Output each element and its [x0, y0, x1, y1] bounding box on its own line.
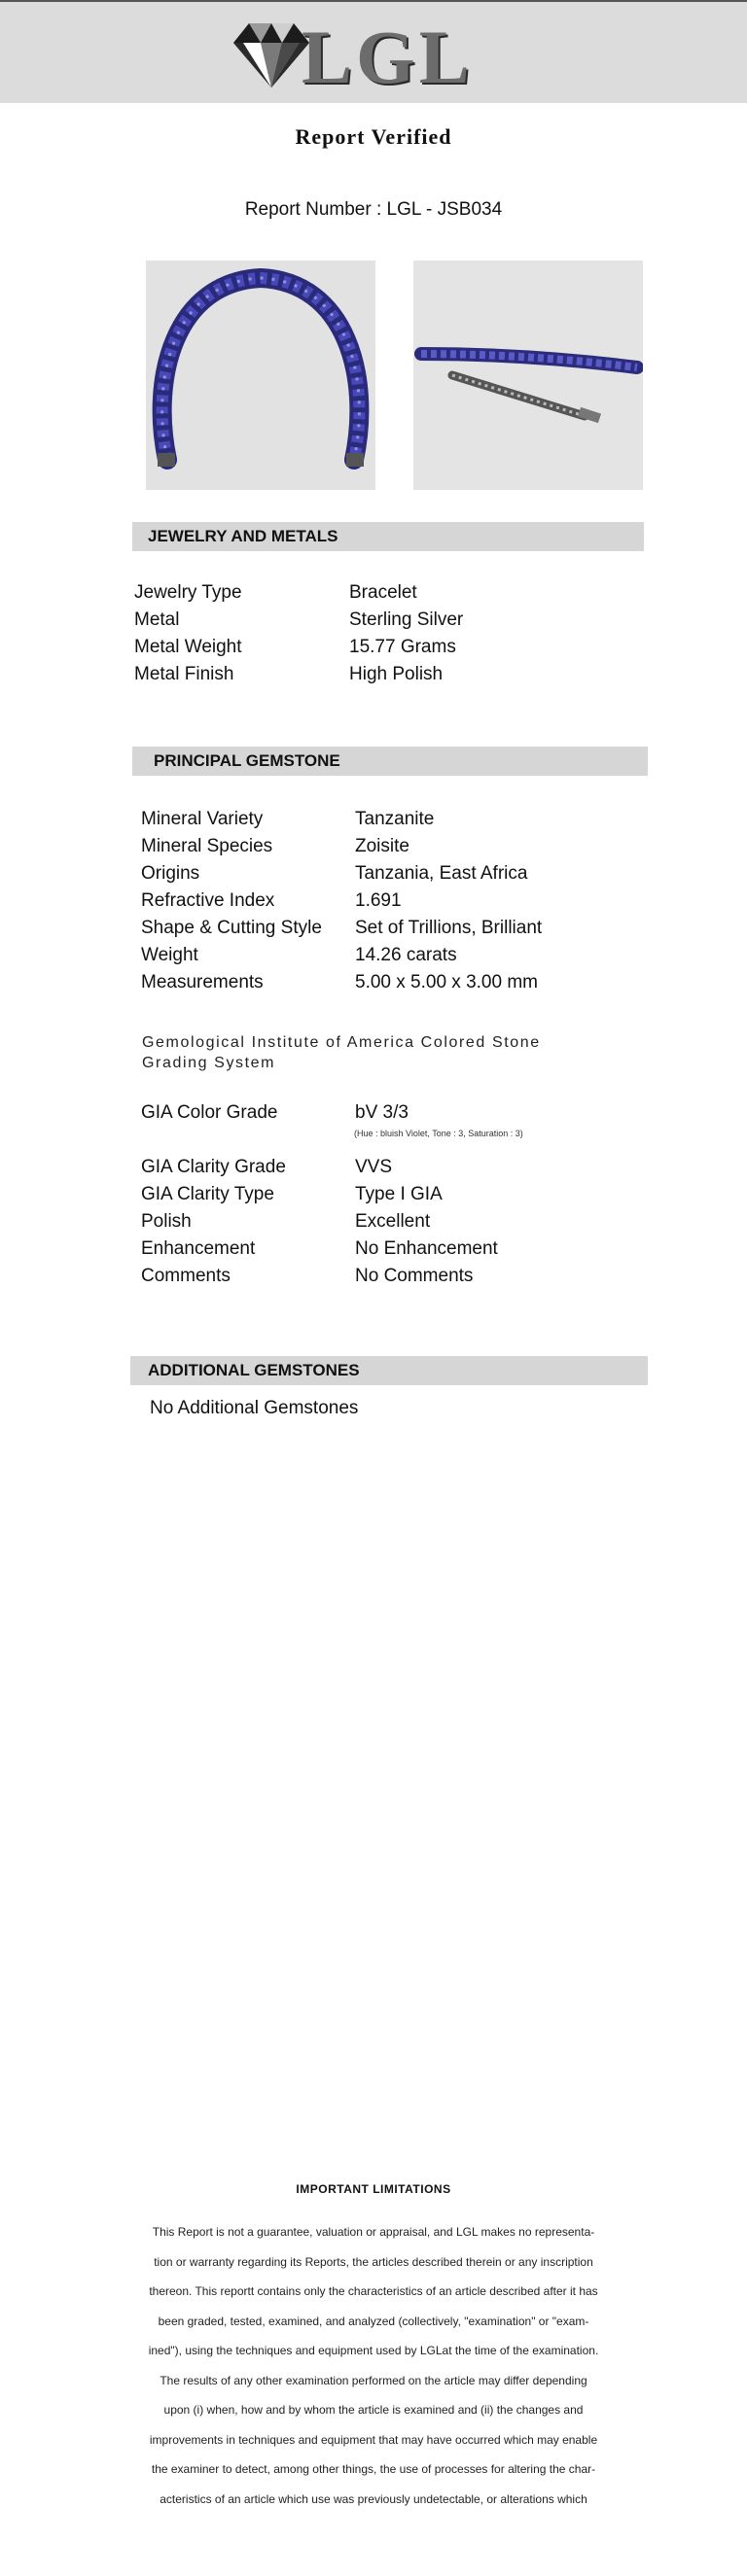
measurements-row	[141, 969, 627, 996]
shape-cutting-row	[141, 915, 627, 942]
limitation-line: thereon. This reportt contains only the characteristics of an article described after it has	[149, 2284, 598, 2298]
jewelry-and-metals-rows	[134, 579, 621, 688]
row-value: Tanzania, East Africa	[355, 863, 528, 884]
enhancement-row	[141, 1236, 627, 1263]
row-value: 14.26 carats	[355, 945, 457, 965]
row-value: High Polish	[349, 664, 444, 684]
tanzanite-bracelet-front-photo	[146, 261, 375, 490]
limitation-line: The results of any other examination performed on the article may differ depending	[160, 2373, 587, 2387]
row-label: Origins	[141, 863, 200, 884]
gia-color-grade-row	[141, 1099, 627, 1127]
row-label: GIA Clarity Type	[141, 1184, 274, 1204]
limitation-line: This Report is not a guarantee, valuation or appraisal, and LGL makes no representa-	[152, 2225, 595, 2239]
row-label: GIA Color Grade	[141, 1102, 278, 1123]
important-limitations-heading: IMPORTANT LIMITATIONS	[296, 2182, 451, 2196]
row-value: Set of Trillions, Brilliant	[355, 918, 543, 938]
row-label: Shape & Cutting Style	[141, 918, 322, 938]
limitation-line: upon (i) when, how and by whom the article is examined and (ii) the changes and	[163, 2403, 584, 2417]
mineral-species-row	[141, 833, 627, 860]
row-value: bV 3/3	[355, 1102, 409, 1123]
row-label: Mineral Variety	[141, 809, 264, 829]
header-bar	[0, 0, 747, 103]
jewelry-and-metals-header: JEWELRY AND METALS	[132, 522, 644, 551]
principal-gemstone-header: PRINCIPAL GEMSTONE	[132, 747, 648, 776]
color-grade-line	[141, 1099, 627, 1127]
row-value: 1.691	[355, 890, 402, 911]
row-value: Sterling Silver	[349, 609, 464, 630]
jewelry-type-row	[134, 579, 621, 607]
row-label: Enhancement	[141, 1238, 256, 1259]
row-value: No Enhancement	[355, 1238, 498, 1259]
row-label: Measurements	[141, 972, 264, 992]
limitation-line: tion or warranty regarding its Reports, the articles described therein or any inscription	[154, 2254, 593, 2269]
metal-finish-row	[134, 661, 621, 688]
origins-row	[141, 860, 627, 888]
refractive-index-row	[141, 888, 627, 915]
mineral-variety-row	[141, 806, 627, 833]
clarity-type-row	[141, 1181, 627, 1208]
row-value: 5.00 x 5.00 x 3.00 mm	[355, 972, 538, 992]
row-value: No Comments	[355, 1266, 474, 1286]
polish-row	[141, 1208, 627, 1236]
row-value: Type I GIA	[355, 1184, 443, 1204]
additional-gemstones-header: ADDITIONAL GEMSTONES	[130, 1356, 648, 1385]
row-label: GIA Clarity Grade	[141, 1157, 286, 1177]
principal-gemstone-rows	[141, 806, 627, 996]
lgl-logo	[230, 15, 482, 99]
limitation-line: ined"), using the techniques and equipment used by LGLat the time of the examination.	[148, 2344, 599, 2357]
report-number: Report Number : LGL - JSB034	[244, 199, 503, 220]
logo-text: LGL	[302, 15, 474, 99]
metal-row	[134, 607, 621, 634]
metal-weight-row	[134, 634, 621, 661]
row-value: Zoisite	[355, 836, 409, 856]
row-label: Polish	[141, 1211, 192, 1232]
row-value: Excellent	[355, 1211, 431, 1232]
limitation-line: the examiner to detect, among other things, the use of processes for altering the char-	[151, 2462, 596, 2476]
color-grade-note: (Hue : bluish Violet, Tone : 3, Saturation : 3)	[354, 1129, 523, 1138]
important-limitations-text	[103, 2217, 644, 2514]
gia-grading-system-title: Gemological Institute of America Colored Stone Grading System	[142, 1034, 541, 1071]
row-label: Mineral Species	[141, 836, 273, 856]
row-value: Bracelet	[349, 582, 417, 603]
row-value: 15.77 Grams	[349, 637, 456, 657]
row-value: VVS	[355, 1157, 393, 1177]
comments-row	[141, 1263, 627, 1290]
row-label: Metal Finish	[134, 664, 234, 684]
row-value: Tanzanite	[355, 809, 435, 829]
row-label: Metal Weight	[134, 637, 242, 657]
gia-grade-rows	[141, 1154, 627, 1290]
limitation-line: improvements in techniques and equipment that may have occurred which may enable	[149, 2432, 598, 2447]
weight-row	[141, 942, 627, 969]
row-label: Refractive Index	[141, 890, 275, 911]
tanzanite-bracelet-side-photo	[413, 261, 643, 490]
no-additional-gemstones-text: No Additional Gemstones	[150, 1398, 359, 1418]
page-title: Report Verified	[295, 124, 452, 149]
row-label: Metal	[134, 609, 180, 630]
clarity-grade-row	[141, 1154, 627, 1181]
limitation-line: acteristics of an article which use was previously undetectable, or alterations which	[160, 2491, 587, 2506]
row-label: Jewelry Type	[134, 582, 242, 603]
limitation-line: been graded, tested, examined, and analyzed (collectively, "examination" or "exam-	[158, 2314, 589, 2328]
row-label: Comments	[141, 1266, 231, 1286]
row-label: Weight	[141, 945, 198, 965]
